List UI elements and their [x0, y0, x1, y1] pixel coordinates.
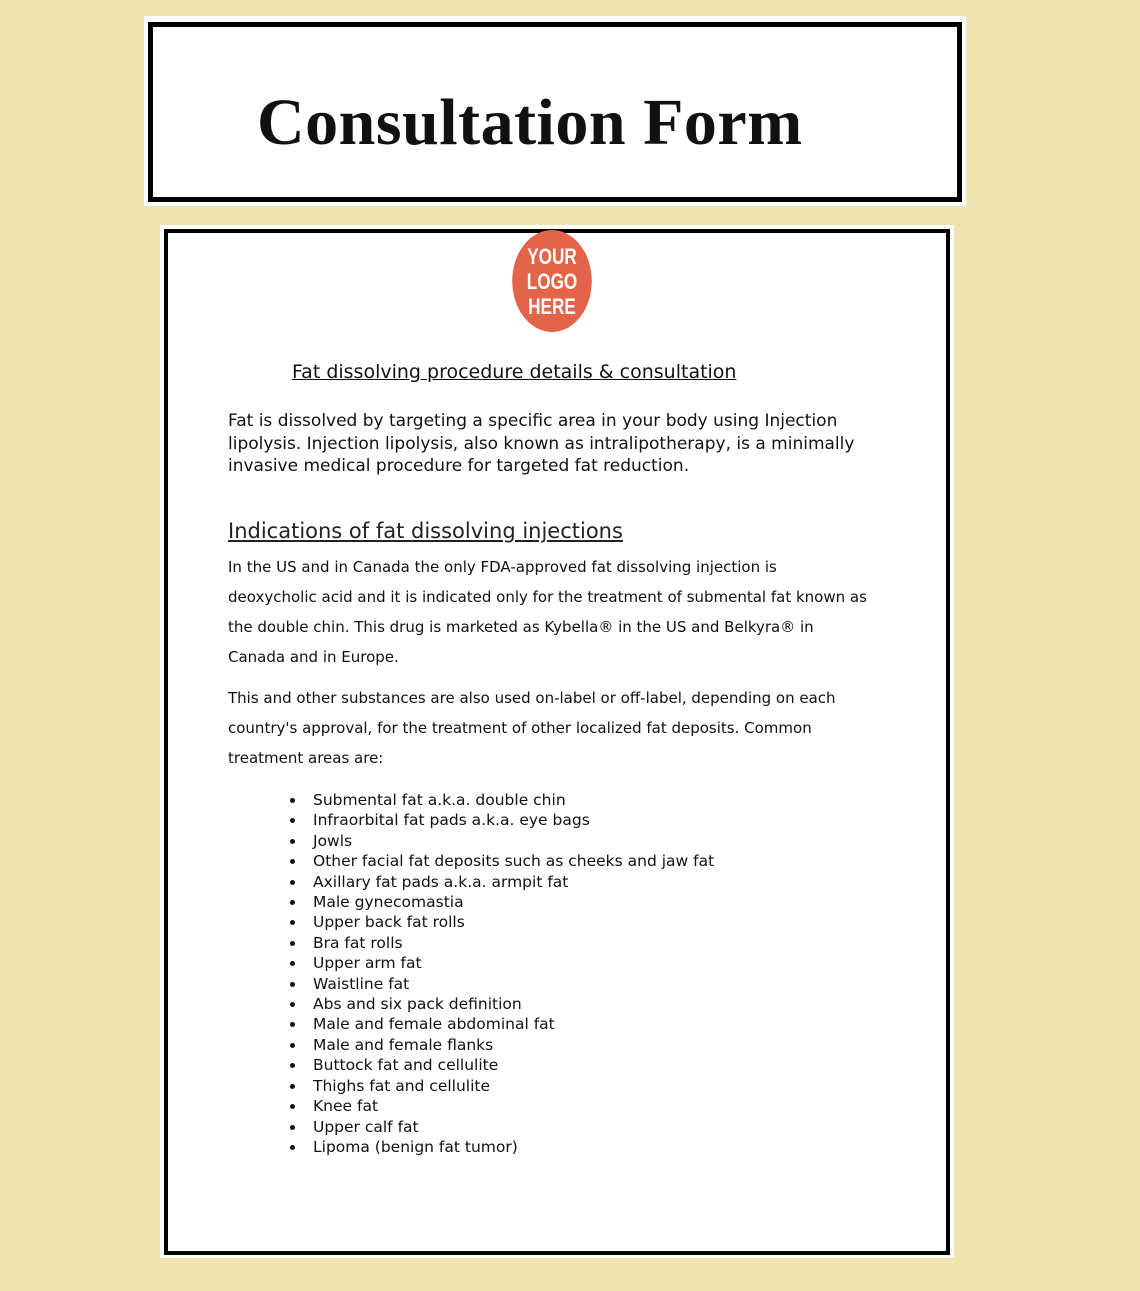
list-item: Upper calf fat	[290, 1117, 714, 1137]
text-line: the double chin. This drug is marketed as Kybella® in the US and Belkyra® in	[228, 618, 814, 636]
page-title: Consultation Form	[257, 86, 803, 159]
logo-placeholder	[512, 230, 592, 332]
list-item: Axillary fat pads a.k.a. armpit fat	[290, 872, 714, 892]
list-item: Abs and six pack definition	[290, 994, 714, 1014]
text-line: deoxycholic acid and it is indicated only for the treatment of submental fat known as	[228, 588, 867, 606]
intro-paragraph	[228, 410, 854, 478]
text-line: country's approval, for the treatment of other localized fat deposits. Common	[228, 719, 812, 737]
title-banner	[144, 16, 966, 206]
list-item: Submental fat a.k.a. double chin	[290, 790, 714, 810]
list-item: Male and female flanks	[290, 1035, 714, 1055]
logo-text: YOUR	[527, 243, 577, 269]
text-line: This and other substances are also used on-label or off-label, depending on each	[228, 689, 836, 707]
fda-paragraph	[228, 552, 867, 672]
text-line: Fat is dissolved by targeting a specific area in your body using Injection	[228, 411, 838, 431]
text-line: lipolysis. Injection lipolysis, also known as intralipotherapy, is a minimally	[228, 433, 855, 454]
text-line: Canada and in Europe.	[228, 648, 399, 666]
list-item: Male gynecomastia	[290, 892, 714, 912]
section-heading: Indications of fat dissolving injections	[228, 519, 623, 543]
list-item: Other facial fat deposits such as cheeks and jaw fat	[290, 851, 714, 871]
list-item: Knee fat	[290, 1096, 714, 1116]
list-item: Thighs fat and cellulite	[290, 1076, 714, 1096]
text-line: In the US and in Canada the only FDA-approved fat dissolving injection is	[228, 558, 777, 576]
list-item: Jowls	[290, 831, 714, 851]
list-item: Upper back fat rolls	[290, 912, 714, 932]
text-line: treatment areas are:	[228, 749, 384, 767]
title-frame	[148, 22, 962, 202]
document-subtitle: Fat dissolving procedure details & consultation	[292, 361, 737, 383]
list-item: Male and female abdominal fat	[290, 1014, 714, 1034]
list-item: Lipoma (benign fat tumor)	[290, 1137, 714, 1157]
text-line: invasive medical procedure for targeted fat reduction.	[228, 456, 690, 476]
logo-text: HERE	[528, 293, 576, 319]
list-item: Upper arm fat	[290, 953, 714, 973]
logo-text: LOGO	[526, 268, 578, 294]
list-item: Infraorbital fat pads a.k.a. eye bags	[290, 810, 714, 830]
treatment-paragraph	[228, 683, 836, 773]
treatment-areas-list	[290, 790, 714, 1157]
list-item: Buttock fat and cellulite	[290, 1055, 714, 1075]
list-item: Bra fat rolls	[290, 933, 714, 953]
list-item: Waistline fat	[290, 974, 714, 994]
